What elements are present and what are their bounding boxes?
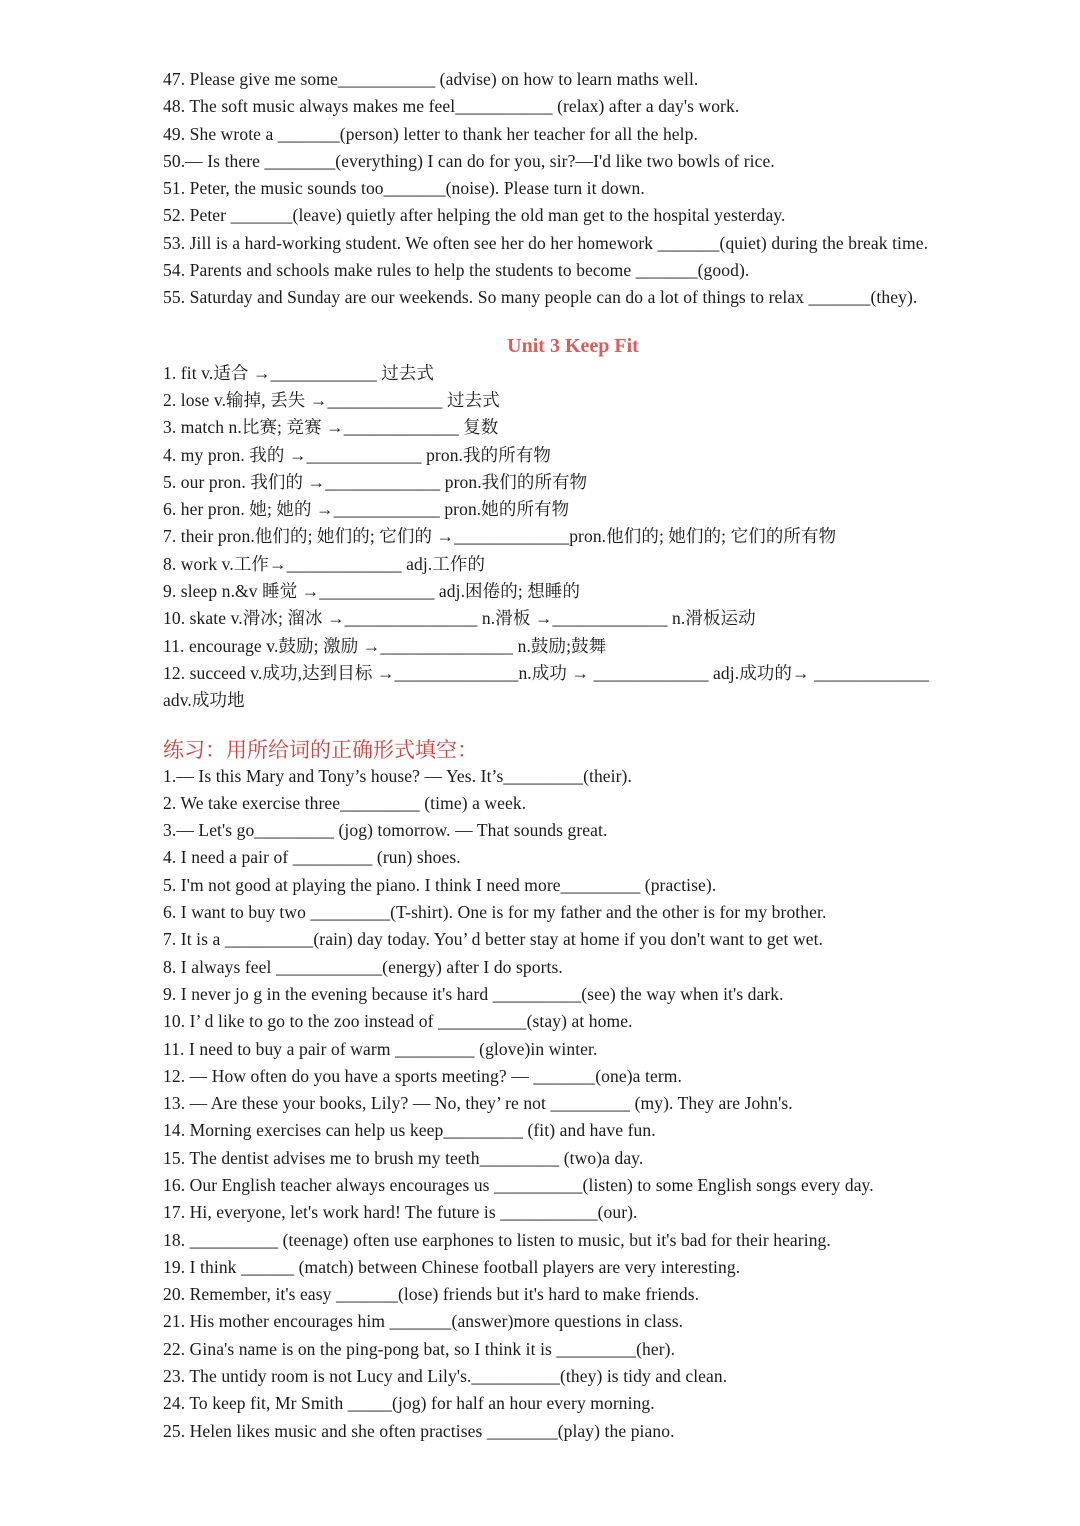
unit-title: Unit 3 Keep Fit [507,334,639,357]
vocab-line: 6. her pron. 她; 她的 →____________ pron.她的所有物 [163,499,570,520]
vocab-line: 7. their pron.他们的; 她们的; 它们的 →_____________pron.他们的; 她们的; 它们的所有物 [163,526,837,547]
practice-line: 12. — How often do you have a sports meeting? — _______(one)a term. [163,1065,682,1086]
practice-line: 18. __________ (teenage) often use earphones to listen to music, but it's bad for their hearing. [163,1229,831,1250]
exercise-line: 48. The soft music always makes me feel___________ (relax) after a day's work. [163,96,740,117]
practice-line: 5. I'm not good at playing the piano. I think I need more_________ (practise). [163,874,717,895]
practice-line: 20. Remember, it's easy _______(lose) friends but it's hard to make friends. [163,1284,700,1305]
practice-line: 11. I need to buy a pair of warm _________ (glove)in winter. [163,1038,598,1059]
practice-title: 练习：用所给词的正确形式填空： [163,737,478,762]
exercises-top-section [163,66,1040,312]
practice-line: 9. I never jo g in the evening because it's hard __________(see) the way when it's dark. [163,983,784,1004]
practice-line: 10. I’ d like to go to the zoo instead of __________(stay) at home. [163,1011,633,1032]
practice-section [163,763,1040,1445]
practice-line: 8. I always feel ____________(energy) after I do sports. [163,956,563,977]
vocab-line: 5. our pron. 我们的 →_____________ pron.我们的所有物 [163,471,588,492]
exercise-line: 49. She wrote a _______(person) letter to thank her teacher for all the help. [163,123,698,144]
vocab-line: 9. sleep n.&v 睡觉 →_____________ adj.困倦的; 想睡的 [163,581,581,602]
practice-line: 7. It is a __________(rain) day today. You’ d better stay at home if you don't want to get wet. [163,929,824,950]
practice-line: 17. Hi, everyone, let's work hard! The future is ___________(our). [163,1202,638,1223]
vocab-line: 11. encourage v.鼓励; 激励 →_______________ n.鼓励;鼓舞 [163,635,607,656]
practice-line: 21. His mother encourages him _______(answer)more questions in class. [163,1311,684,1332]
vocab-line: adv.成功地 [163,690,245,711]
practice-line: 19. I think ______ (match) between Chinese football players are very interesting. [163,1256,741,1277]
section-gap [163,312,1040,330]
vocab-line: 1. fit v.适合 →____________ 过去式 [163,362,435,383]
practice-line: 1.— Is this Mary and Tony’s house? — Yes. It’s_________(their). [163,765,632,786]
vocab-line: 4. my pron. 我的 →_____________ pron.我的所有物 [163,444,552,465]
practice-line: 2. We take exercise three_________ (time) a week. [163,792,527,813]
vocab-line: 12. succeed v.成功,达到目标 →______________n.成功 → _____________ adj.成功的→ _____________ [163,662,930,683]
vocab-line: 10. skate v.滑冰; 溜冰 →_______________ n.滑板 →_____________ n.滑板运动 [163,608,756,629]
vocab-line: 3. match n.比赛; 竞赛 →_____________ 复数 [163,417,499,438]
vocab-line: 8. work v.工作→_____________ adj.工作的 [163,553,486,574]
exercise-line: 50.— Is there ________(everything) I can do for you, sir?—I'd like two bowls of rice. [163,150,775,171]
practice-line: 25. Helen likes music and she often practises ________(play) the piano. [163,1420,675,1441]
practice-line: 14. Morning exercises can help us keep_________ (fit) and have fun. [163,1120,656,1141]
practice-line: 6. I want to buy two _________(T-shirt). One is for my father and the other is for my brother. [163,902,827,923]
practice-line: 23. The untidy room is not Lucy and Lily's.__________(they) is tidy and clean. [163,1366,728,1387]
exercise-line: 53. Jill is a hard-working student. We often see her do her homework _______(quiet) during the break time. [163,232,929,253]
vocab-section [163,360,1040,715]
exercise-line: 47. Please give me some___________ (advise) on how to learn maths well. [163,69,699,89]
section-gap [163,715,1040,733]
practice-line: 16. Our English teacher always encourages us __________(listen) to some English songs every day. [163,1174,874,1195]
vocab-line: 2. lose v.输掉, 丢失 →_____________ 过去式 [163,389,500,410]
practice-line: 13. — Are these your books, Lily? — No, they’ re not _________ (my). They are John's. [163,1093,793,1114]
exercise-line: 52. Peter _______(leave) quietly after helping the old man get to the hospital yesterday. [163,205,786,226]
practice-line: 4. I need a pair of _________ (run) shoes. [163,847,461,868]
exercise-line: 51. Peter, the music sounds too_______(noise). Please turn it down. [163,178,645,199]
practice-line: 3.— Let's go_________ (jog) tomorrow. — That sounds great. [163,820,608,841]
practice-line: 15. The dentist advises me to brush my teeth_________ (two)a day. [163,1147,644,1168]
practice-line: 22. Gina's name is on the ping-pong bat, so I think it is _________(her). [163,1338,676,1359]
exercise-line: 54. Parents and schools make rules to help the students to become _______(good). [163,260,750,281]
practice-line: 24. To keep fit, Mr Smith _____(jog) for half an hour every morning. [163,1393,655,1414]
exercise-line: 55. Saturday and Sunday are our weekends. So many people can do a lot of things to relax _______(they). [163,287,918,308]
